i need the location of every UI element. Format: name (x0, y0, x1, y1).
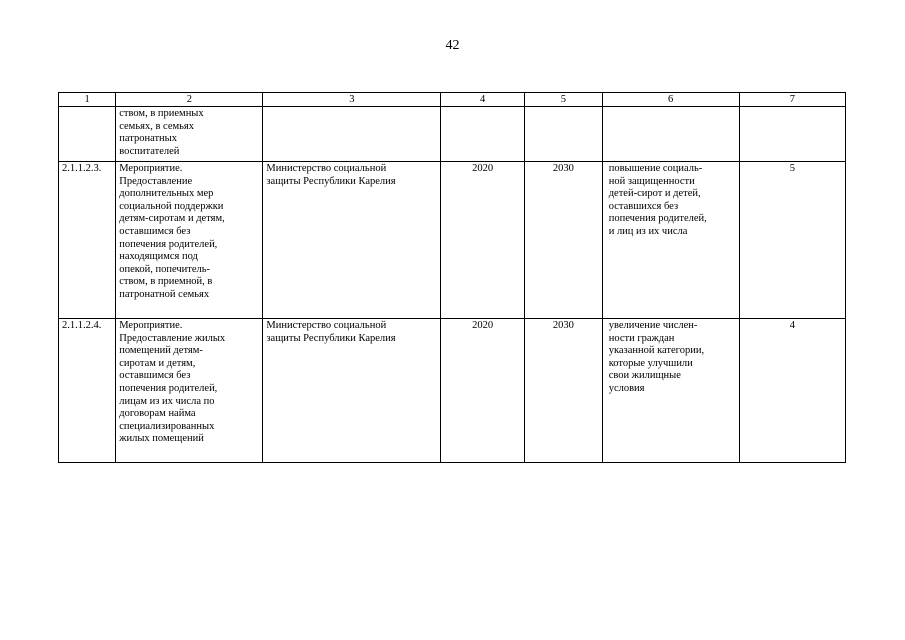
column-header-6: 6 (602, 93, 739, 107)
result-cell-line: ности граждан (608, 332, 675, 344)
measure-cell-line: Мероприятие. (119, 163, 183, 174)
measure-cell-line: договорам найма (119, 408, 196, 420)
executor-cell-line: защиты Республики Карелия (266, 332, 396, 344)
table-row (59, 162, 846, 319)
program-measures-table (58, 92, 846, 463)
table-row (59, 319, 846, 463)
measure-cell-line: Мероприятие. (119, 320, 183, 331)
result-cell (602, 107, 739, 162)
result-cell-line: свои жилищные (608, 370, 681, 382)
end-year-cell: 2030 (525, 162, 603, 319)
measure-cell-line: воспитателей (119, 145, 180, 157)
indicator-cell: 5 (739, 162, 845, 319)
page-number: 42 (445, 38, 460, 53)
measure-cell-line: сиротам и детям, (119, 357, 196, 369)
measure-cell-line: Предоставление жилых (119, 332, 226, 344)
measure-cell-line: дополнительных мер (119, 188, 214, 200)
measure-cell-line: ством, в приемных (119, 108, 204, 119)
column-header-3: 3 (263, 93, 441, 107)
measure-cell-line: оставшимся без (119, 225, 191, 237)
result-cell-line: указанной категории, (608, 345, 705, 357)
column-header-4: 4 (441, 93, 525, 107)
measure-cell (116, 319, 263, 463)
measure-cell-line: Предоставление (119, 175, 193, 187)
result-cell-line: ной защищенности (608, 175, 695, 187)
result-cell-line: увеличение числен- (608, 320, 698, 331)
measure-cell-line: социальной поддержки (119, 200, 224, 212)
measure-cell-line: оставшимся без (119, 370, 191, 382)
executor-cell-line: Министерство социальной (266, 163, 387, 174)
result-cell-line: детей-сирот и детей, (608, 188, 701, 200)
result-cell-line: повышение социаль- (608, 163, 703, 174)
measure-cell-line: находящимся под (119, 251, 198, 263)
measure-cell (116, 107, 263, 162)
executor-cell (263, 162, 441, 319)
measure-cell-line: патронатной семьях (119, 288, 210, 300)
start-year-cell: 2020 (441, 319, 525, 463)
measure-cell-line: лицам из их числа по (119, 395, 215, 407)
measure-cell-line: жилых помещений (119, 433, 204, 445)
executor-cell (263, 319, 441, 463)
measure-cell-line: ством, в приемной, в (119, 276, 213, 288)
measure-cell-line: детям-сиротам и детям, (119, 213, 225, 225)
measure-cell-line: попечения родителей, (119, 382, 218, 394)
table-row (59, 107, 846, 162)
measure-cell-line: патронатных (119, 133, 177, 145)
end-year-cell: 2030 (525, 319, 603, 463)
measure-cell-line: опекой, попечитель- (119, 263, 211, 275)
column-header-1: 1 (59, 93, 116, 107)
measure-cell-line: попечения родителей, (119, 238, 218, 250)
measure-cell-line: семьях, в семьях (119, 120, 194, 132)
executor-cell-line: Министерство социальной (266, 320, 387, 331)
result-cell-line: и лиц из их числа (608, 225, 688, 237)
result-cell (602, 162, 739, 319)
code-cell: 2.1.1.2.4. (59, 319, 116, 463)
end-year-cell (525, 107, 603, 162)
start-year-cell (441, 107, 525, 162)
result-cell-line: оставшихся без (608, 200, 679, 212)
executor-cell-line: защиты Республики Карелия (266, 175, 396, 187)
column-header-7: 7 (739, 93, 845, 107)
result-cell (602, 319, 739, 463)
result-cell-line: попечения родителей, (608, 213, 707, 225)
code-cell: 2.1.1.2.3. (59, 162, 116, 319)
code-cell (59, 107, 116, 162)
header-row (59, 93, 846, 107)
measure-cell-line: специализированных (119, 420, 215, 432)
indicator-cell: 4 (739, 319, 845, 463)
executor-cell (263, 107, 441, 162)
indicator-cell (739, 107, 845, 162)
result-cell-line: условия (608, 382, 645, 394)
column-header-2: 2 (116, 93, 263, 107)
result-cell-line: которые улучшили (608, 357, 693, 369)
measure-cell (116, 162, 263, 319)
column-header-5: 5 (525, 93, 603, 107)
measure-cell-line: помещений детям- (119, 345, 203, 357)
start-year-cell: 2020 (441, 162, 525, 319)
